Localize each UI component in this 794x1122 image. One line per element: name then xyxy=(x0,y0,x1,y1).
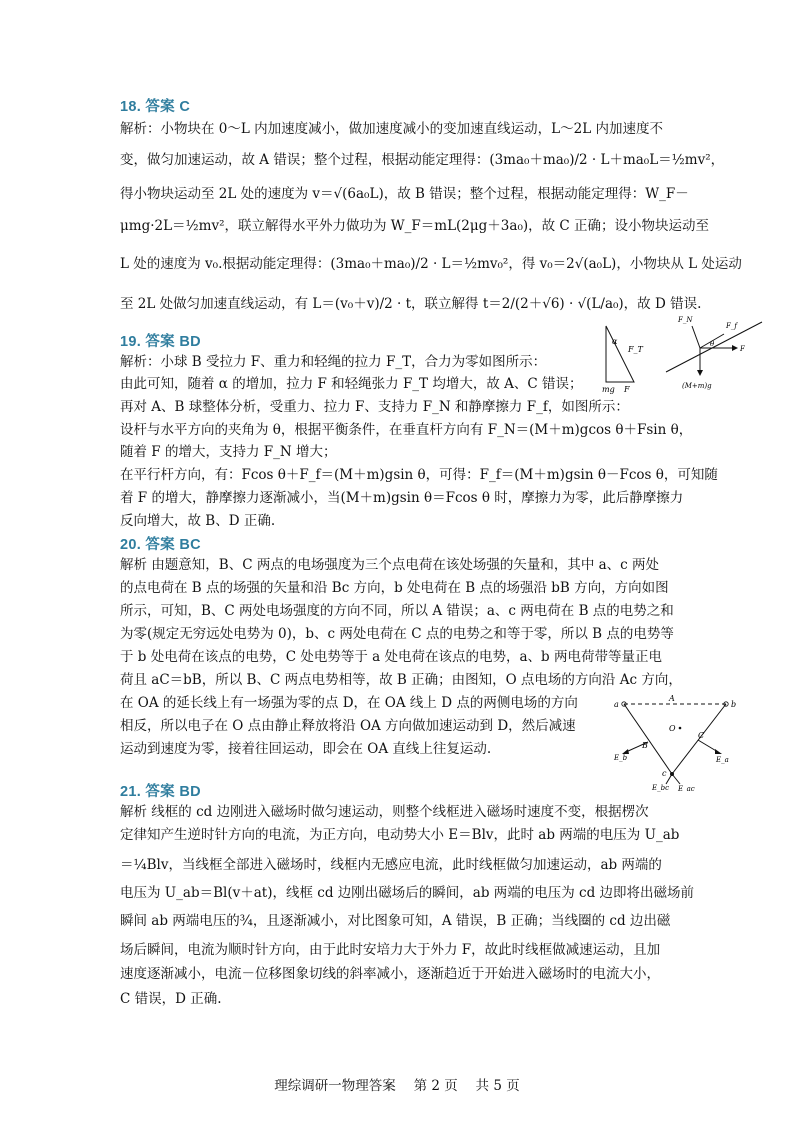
q18-line: 解析：小物块在 0～L 内加速度减小，做加速度减小的变加速直线运动，L～2L 内加速度不 xyxy=(120,121,663,137)
q21-line: 场后瞬间，电流为顺时针方向，由于此时安培力大于外力 F，故此时线框做减速运动，且加 xyxy=(120,942,661,958)
q20-line: 于 b 处电荷在该点的电势，C 处电势等于 a 处电荷在该点的电势，a、b 两电荷带等量正电 xyxy=(120,649,662,665)
O-label: O xyxy=(669,724,676,733)
q20-line: 解析 由题意知，B、C 两点的电场强度为三个点电荷在该处场强的矢量和，其中 a、c 两处 xyxy=(120,557,660,573)
Ea-label: E_a xyxy=(716,756,729,764)
q19-line: 随着 F 的增大，支持力 F_N 增大； xyxy=(120,444,337,460)
ff-label: F_f xyxy=(726,322,737,330)
alpha-label: α xyxy=(612,337,618,346)
mg-label: mg xyxy=(602,385,615,394)
b-label: b xyxy=(731,700,737,709)
electric-field-figure xyxy=(612,692,742,792)
q19-line: 再对 A、B 球整体分析，受重力、拉力 F、支持力 F_N 和静摩擦力 F_f，如图所示： xyxy=(120,399,629,415)
theta-label: θ xyxy=(710,340,715,348)
q19-line: 反向增大，故 B、D 正确. xyxy=(120,513,276,529)
c-label: c xyxy=(662,769,667,778)
q19-line: 由此可知，随着 α 的增加，拉力 F 和轻绳张力 F_T 均增大，故 A、C 错误； xyxy=(120,376,583,392)
mg-label: (M+m)g xyxy=(682,382,712,390)
q20-line: 所示，可知，B、C 两处电场强度的方向不同，所以 A 错误；a、c 两电荷在 B 点的电势之和 xyxy=(120,603,674,619)
q21-line: 解析 线框的 cd 边刚进入磁场时做匀速运动，则整个线框进入磁场时速度不变，根据楞次 xyxy=(120,804,649,820)
q18-line: μmg·2L＝½mv²，联立解得水平外力做功为 W_F＝mL(2μg＋3a₀)，故 C 正确；设小物块运动至 xyxy=(120,218,710,234)
Eb-label: E_b xyxy=(614,754,628,762)
whole-body-force-figure xyxy=(664,310,764,396)
Ebc-label: E_bc xyxy=(652,784,670,792)
q19-line: 在平行杆方向，有：Fcos θ＋F_f＝(M＋m)gsin θ，可得：F_f＝(M＋m)gsin θ－Fcos θ，可知随 xyxy=(120,467,718,483)
f-label: F xyxy=(740,345,745,353)
q20-line: 在 OA 的延长线上有一场强为零的点 D，在 OA 线上 D 点的两侧电场的方向 xyxy=(120,695,578,711)
q19-line: 解析：小球 B 受拉力 F、重力和轻绳的拉力 F_T，合力为零如图所示： xyxy=(120,354,547,370)
q21-line: 瞬间 ab 两端电压的¾，且逐渐减小，对比图象可知，A 错误，B 正确；当线圈的 cd 边出磁 xyxy=(120,913,671,929)
q18-line: 至 2L 处做匀加速直线运动，有 L＝(v₀＋v)/2 · t，联立解得 t＝2/(2＋√6) · √(L/a₀)，故 D 错误. xyxy=(120,296,702,312)
Eac-label: E_ac xyxy=(678,785,695,792)
force-triangle-figure xyxy=(598,322,658,394)
B-label: B xyxy=(642,741,648,750)
q20-line: 为零(规定无穷远处电势为 0)，b、c 两处电荷在 C 点的电势之和等于零，所以 B 点的电势等 xyxy=(120,626,674,642)
a-label: a xyxy=(614,700,619,709)
fn-label: F_N xyxy=(678,316,693,324)
f-label: F xyxy=(624,385,630,394)
C-label: C xyxy=(698,731,705,740)
q20-heading: 20. 答案 BC xyxy=(120,537,201,553)
q19-heading: 19. 答案 BD xyxy=(120,334,201,350)
q20-line: 相反，所以电子在 O 点由静止释放将沿 OA 方向做加速运动到 D，然后减速 xyxy=(120,718,576,734)
q18-heading: 18. 答案 C xyxy=(120,99,191,115)
q21-line: 速度逐渐减小，电流－位移图象切线的斜率减小，逐渐趋近于开始进入磁场时的电流大小， xyxy=(120,966,660,982)
q20-line: 荷且 aC＝bB，所以 B、C 两点电势相等，故 B 正确；由图知，O 点电场的方向沿 Ac 方向， xyxy=(120,672,682,688)
q21-heading: 21. 答案 BD xyxy=(120,784,201,800)
q20-line: 的点电荷在 B 点的场强的矢量和沿 Bc 方向，b 处电荷在 B 点的场强沿 bB 方向，方向如图 xyxy=(120,580,669,596)
q19-line: 设杆与水平方向的夹角为 θ，根据平衡条件，在垂直杆方向有 F_N＝(M＋m)gcos θ＋Fsin θ， xyxy=(120,422,693,438)
A-label: A xyxy=(669,694,675,703)
q20-line: 运动到速度为零，接着往回运动，即会在 OA 直线上往复运动. xyxy=(120,741,492,757)
q18-line: L 处的速度为 v₀.根据动能定理得：(3ma₀＋ma₀)/2 · L＝½mv₀²，得 v₀＝2√(a₀L)，小物块从 L 处运动 xyxy=(120,256,742,272)
q21-line: ＝¼Blv，当线框全部进入磁场时，线框内无感应电流，此时线框做匀加速运动，ab 两端的 xyxy=(120,857,662,873)
ft-label: F_T xyxy=(628,345,643,354)
q18-line: 得小物块运动至 2L 处的速度为 v＝√(6a₀L)，故 B 错误；整个过程，根据动能定理得：W_F－ xyxy=(120,186,689,202)
q19-line: 着 F 的增大，静摩擦力逐渐减小，当(M＋m)gsin θ＝Fcos θ 时，摩擦力为零，此后静摩擦力 xyxy=(120,490,684,506)
page-footer: 理综调研一物理答案 第 2 页 共 5 页 xyxy=(274,1078,520,1094)
q21-line: C 错误，D 正确. xyxy=(120,991,222,1007)
q21-line: 定律知产生逆时针方向的电流，为正方向，电动势大小 E＝Blv，此时 ab 两端的电压为 U_ab xyxy=(120,827,680,843)
q18-line: 变，做匀加速运动，故 A 错误；整个过程，根据动能定理得：(3ma₀＋ma₀)/2 · L＋ma₀L＝½mv²， xyxy=(120,152,725,168)
q21-line: 电压为 U_ab＝Bl(v＋at)，线框 cd 边刚出磁场后的瞬间，ab 两端的电压为 cd 边即将出磁场前 xyxy=(120,885,695,901)
